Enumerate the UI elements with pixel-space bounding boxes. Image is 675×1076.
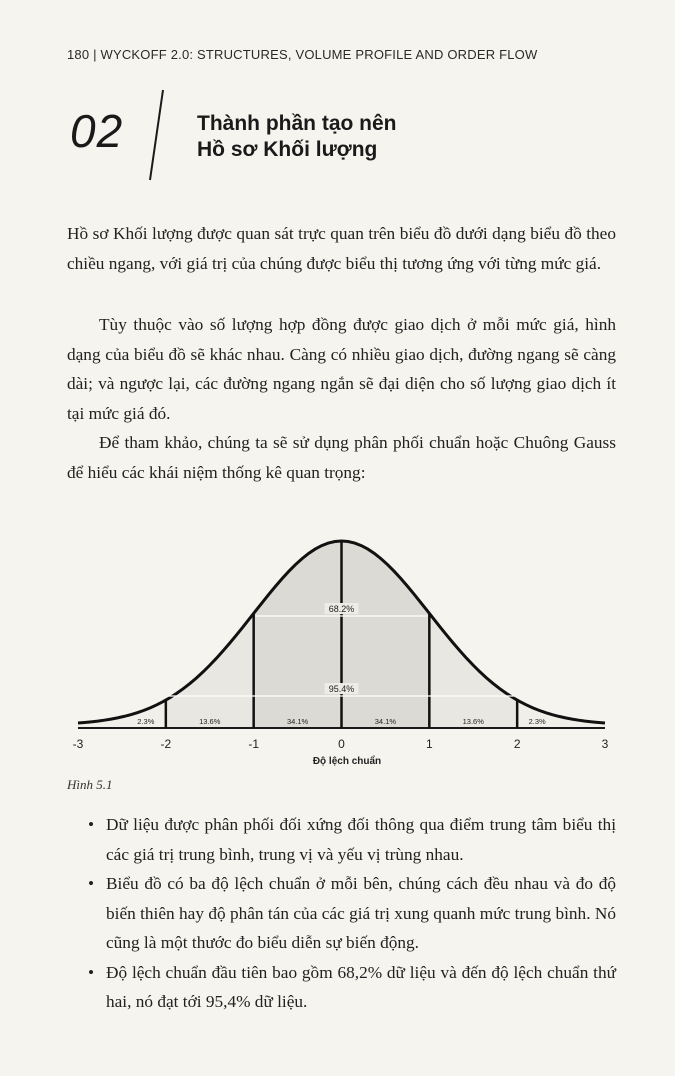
chapter-divider-slash (146, 88, 168, 183)
x-tick-label: 1 (425, 737, 433, 751)
list-item: • Độ lệch chuẩn đầu tiên bao gồm 68,2% dữ liệu và đến độ lệch chuẩn thứ hai, nó đạt tới 95,4% dữ liệu. (88, 958, 616, 1017)
x-axis-title: Độ lệch chuẩn (312, 756, 382, 767)
segment-label: 13.6% (462, 717, 484, 726)
bullet-list (88, 810, 616, 1017)
chapter-number: 02 (70, 105, 124, 157)
paragraph-3: Để tham khảo, chúng ta sẽ sử dụng phân phối chuẩn hoặc Chuông Gauss để hiểu các khái niệm thống kê quan trọng: (67, 433, 616, 482)
curve-area-segment (254, 541, 342, 728)
segment-label: 13.6% (199, 717, 221, 726)
list-item: • Biểu đồ có ba độ lệch chuẩn ở mỗi bên, chúng cách đều nhau và đo độ biến thiên hay độ phân tán của các giá trị xung quanh mức trung bình. Nó cũng là một thước đo biểu diễn sự biến động. (88, 869, 616, 958)
x-tick-label: 3 (601, 737, 609, 751)
x-tick-label: 2 (513, 737, 521, 751)
x-tick-label: 0 (338, 737, 345, 751)
range-label: 68.2% (328, 604, 355, 614)
segment-label: 2.3% (137, 717, 155, 726)
chapter-title (197, 111, 397, 163)
paragraph-2: Tùy thuộc vào số lượng hợp đồng được giao dịch ở mỗi mức giá, hình dạng của biểu đồ sẽ khác nhau. Càng có nhiều giao dịch, đường ngang sẽ càng dài; và ngược lại, các đường ngang ngắn sẽ đại diện cho số lượng giao dịch ít tại mức giá đó. (67, 315, 616, 423)
segment-label: 34.1% (374, 717, 397, 726)
x-tick-label: -2 (160, 737, 172, 751)
segment-label: 34.1% (286, 717, 309, 726)
range-label: 95.4% (328, 684, 355, 694)
list-item: • Dữ liệu được phân phối đối xứng đối thông qua điểm trung tâm biểu thị các giá trị trung bình, trung vị và yếu vị trùng nhau. (88, 810, 616, 869)
bell-curve-lines-layer (78, 541, 605, 728)
curve-area-segment (342, 541, 430, 728)
x-tick-label: -3 (72, 737, 84, 751)
segment-label: 2.3% (528, 717, 546, 726)
chapter-title-line1: Thành phần tạo nên (197, 112, 397, 135)
x-tick-label: -1 (248, 737, 260, 751)
chapter-title-line2: Hồ sơ Khối lượng (197, 138, 378, 161)
figure-caption: Hình 5.1 (67, 777, 113, 792)
paragraph-1: Hồ sơ Khối lượng được quan sát trực quan trên biểu đồ dưới dạng biểu đồ theo chiều ngang, với giá trị của chúng được biểu thị tương ứng với từng mức giá. (67, 224, 616, 273)
bell-curve-chart (60, 530, 620, 770)
running-head: 180 | WYCKOFF 2.0: STRUCTURES, VOLUME PROFILE AND ORDER FLOW (67, 47, 538, 62)
